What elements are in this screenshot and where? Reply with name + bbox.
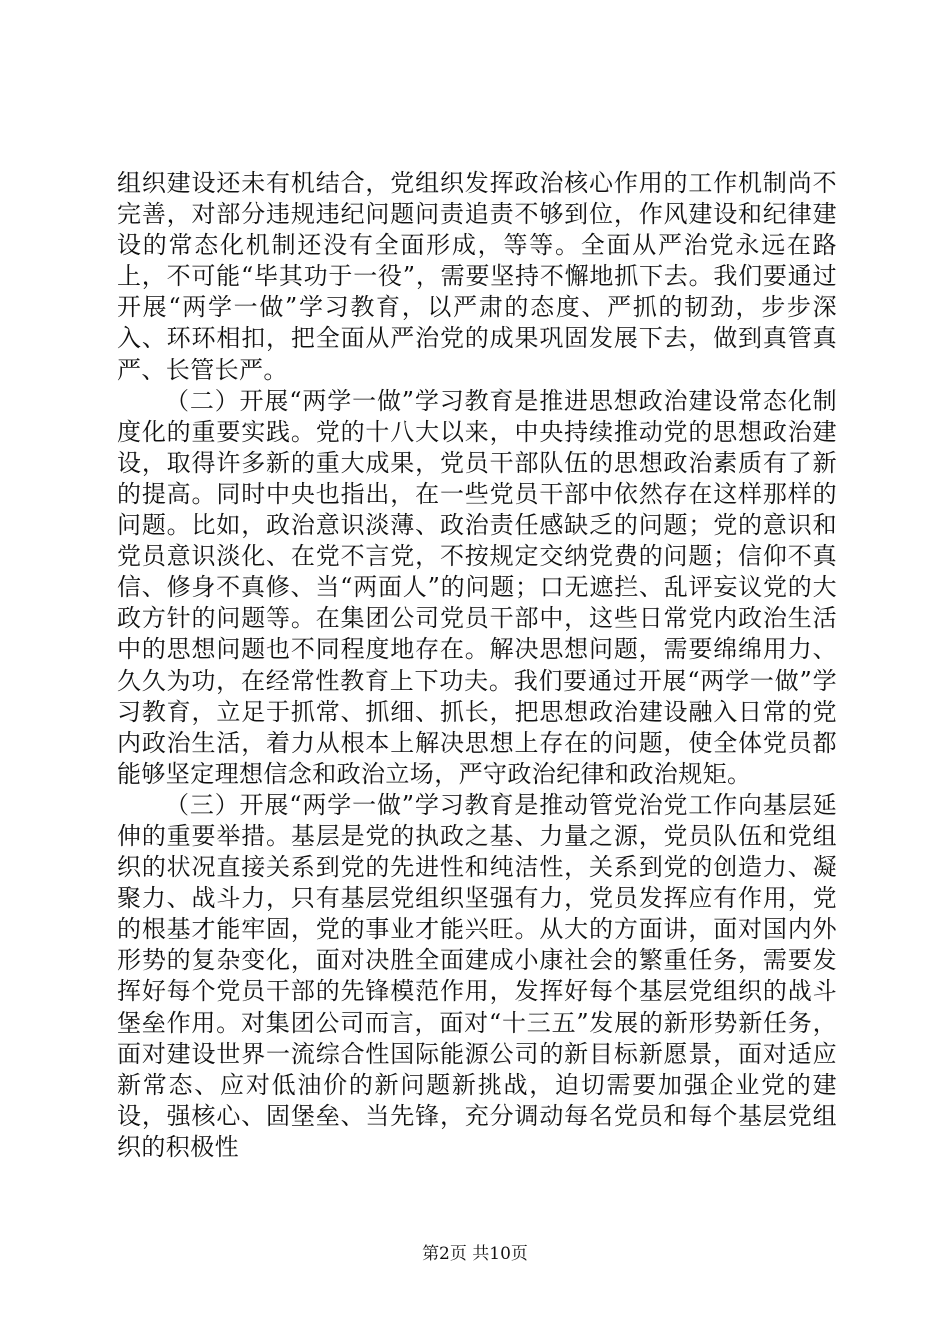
document-body (117, 168, 837, 1163)
paragraph-section-three: （三）开展“两学一做”学习教育是推动管党治党工作向基层延伸的重要举措。基层是党的执政之基、力量之源，党员队伍和党组织的状况直接关系到党的先进性和纯洁性，关系到党的创造力、凝聚力、战斗力，只有基层党组织坚强有力，党员发挥应有作用，党的根基才能牢固，党的事业才能兴旺。从大的方面讲，面对国内外形势的复杂变化，面对决胜全面建成小康社会的繁重任务，需要发挥好每个党员干部的先锋模范作用，发挥好每个基层党组织的战斗堡垒作用。对集团公司而言，面对“十三五”发展的新形势新任务，面对建设世界一流综合性国际能源公司的新目标新愿景，面对适应新常态、应对低油价的新问题新挑战，迫切需要加强企业党的建设，强核心、固堡垒、当先锋，充分调动每名党员和每个基层党组织的积极性 (117, 790, 837, 1161)
page-number-footer: 第2页 共10页 (422, 1244, 528, 1264)
paragraph-continuation: 组织建设还未有机结合，党组织发挥政治核心作用的工作机制尚不完善，对部分违规违纪问题问责追责不够到位，作风建设和纪律建设的常态化机制还没有全面形成，等等。全面从严治党永远在路上，不可能“毕其功于一役”，需要坚持不懈地抓下去。我们要通过开展“两学一做”学习教育，以严肃的态度、严抓的韧劲，步步深入、环环相扣，把全面从严治党的成果巩固发展下去，做到真管真严、长管长严。 (117, 169, 837, 384)
paragraph-section-two: （二）开展“两学一做”学习教育是推进思想政治建设常态化制度化的重要实践。党的十八大以来，中央持续推动党的思想政治建设，取得许多新的重大成果，党员干部队伍的思想政治素质有了新的提高。同时中央也指出，在一些党员干部中依然存在这样那样的问题。比如，政治意识淡薄、政治责任感缺乏的问题；党的意识和党员意识淡化、在党不言党，不按规定交纳党费的问题；信仰不真信、修身不真修、当“两面人”的问题；口无遮拦、乱评妄议党的大政方针的问题等。在集团公司党员干部中，这些日常党内政治生活中的思想问题也不同程度地存在。解决思想问题，需要绵绵用力、久久为功，在经常性教育上下功夫。我们要通过开展“两学一做”学习教育，立足于抓常、抓细、抓长，把思想政治建设融入日常的党内政治生活，着力从根本上解决思想上存在的问题，使全体党员都能够坚定理想信念和政治立场，严守政治纪律和政治规矩。 (117, 386, 837, 788)
